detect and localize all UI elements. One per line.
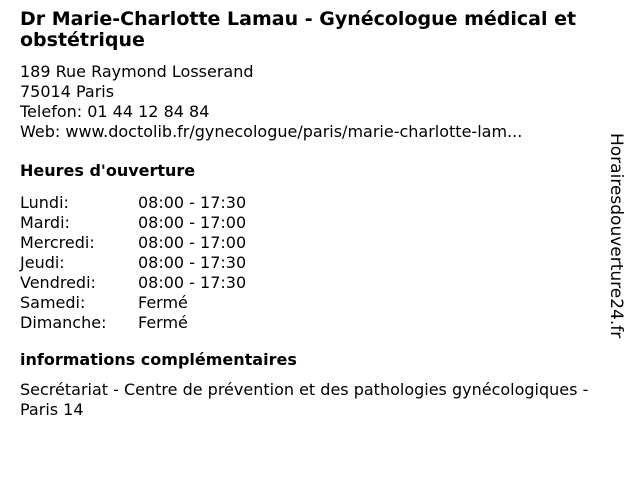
hours-time: Fermé — [138, 293, 188, 312]
hours-day: Jeudi: — [20, 253, 65, 272]
hours-day: Lundi: — [20, 193, 69, 212]
hours-time: 08:00 - 17:00 — [138, 213, 247, 232]
info-text: Secrétariat - Centre de prévention et des pathologies gynécologiques - Paris 14 — [20, 380, 589, 419]
website-link[interactable]: Web: www.doctolib.fr/gynecologue/paris/marie-charlotte-lam... — [20, 122, 523, 141]
hours-row — [20, 193, 610, 213]
hours-row — [20, 213, 610, 233]
hours-heading: Heures d'ouverture — [20, 161, 196, 180]
address-block — [20, 62, 610, 142]
hours-row — [20, 313, 610, 333]
phone-number: Telefon: 01 44 12 84 84 — [20, 102, 210, 121]
side-brand-watermark: Horairesdouverture24.fr — [606, 133, 626, 339]
hours-time: 08:00 - 17:30 — [138, 253, 247, 272]
hours-row — [20, 293, 610, 313]
hours-day: Vendredi: — [20, 273, 96, 292]
page-title: Dr Marie-Charlotte Lamau - Gynécologue médical et obstétrique — [20, 8, 577, 51]
hours-time: Fermé — [138, 313, 188, 332]
hours-row — [20, 273, 610, 293]
hours-day: Mercredi: — [20, 233, 95, 252]
street-address: 189 Rue Raymond Losserand — [20, 62, 254, 81]
hours-row — [20, 253, 610, 273]
hours-time: 08:00 - 17:00 — [138, 233, 247, 252]
opening-hours-table — [20, 193, 610, 333]
info-heading: informations complémentaires — [20, 350, 297, 369]
hours-row — [20, 233, 610, 253]
hours-day: Samedi: — [20, 293, 86, 312]
city-address: 75014 Paris — [20, 82, 115, 101]
listing-content — [20, 9, 610, 420]
hours-day: Dimanche: — [20, 313, 107, 332]
hours-time: 08:00 - 17:30 — [138, 193, 247, 212]
hours-time: 08:00 - 17:30 — [138, 273, 247, 292]
hours-day: Mardi: — [20, 213, 70, 232]
